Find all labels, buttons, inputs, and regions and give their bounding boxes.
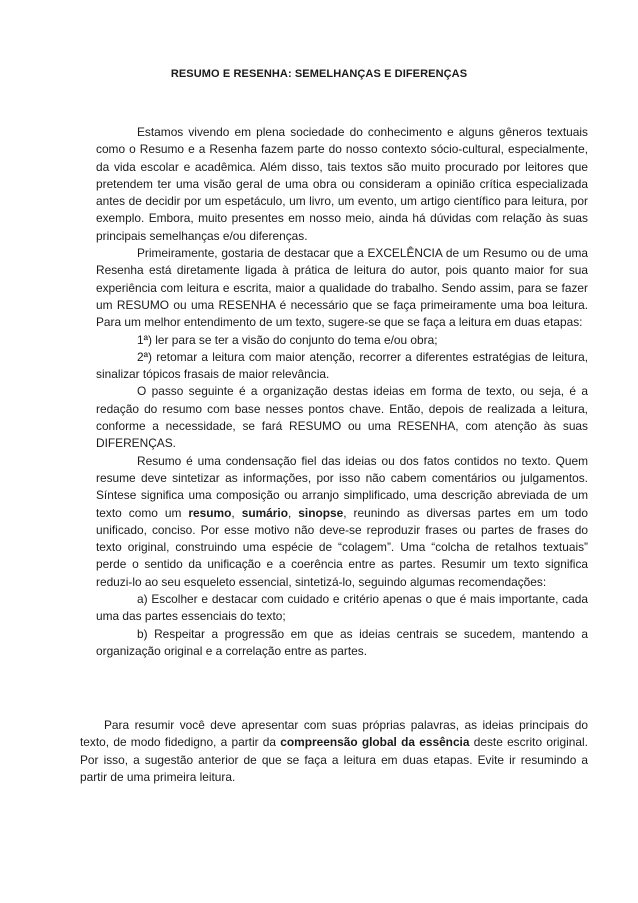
recommendation-a: a) Escolher e destacar com cuidado e critério apenas o que é mais importante, cada uma das partes essenciais do texto; bbox=[96, 592, 588, 624]
reading-step-1: 1ª) ler para se ter a visão do conjunto do tema e/ou obra; bbox=[137, 332, 438, 347]
reading-step-2: 2ª) retomar a leitura com maior atenção, recorrer a diferentes estratégias de leitura, sinalizar tópicos frasais de maior relevância. bbox=[96, 349, 588, 382]
resumo-text-1: Resumo é uma condensação fiel das ideias ou dos fatos contidos no texto. Quem resume deve sintetizar as informações, por isso não cabem comentários ou julgamentos. Síntese significa uma composição ou arranjo simplificado, uma descrição abreviada de um texto como um bbox=[96, 453, 588, 520]
paragraph-excellence: Primeiramente, gostaria de destacar que a EXCELÊNCIA de um Resumo ou de uma Resenha está diretamente ligada à prática de leitura do autor, pois quanto maior for sua experiência com leitura e escrita, maior a qualidade do trabalho. Sendo assim, para se fazer um RESUMO ou uma RESENHA é necessário que se faça primeiramente uma boa leitura. Para um melhor entendimento de um texto, sugere-se que se faça a leitura em duas etapas: bbox=[96, 246, 588, 330]
separator-1: , bbox=[231, 505, 242, 520]
paragraph-resumo-definition bbox=[96, 453, 588, 591]
bold-sinopse: sinopse bbox=[298, 505, 344, 520]
recommendation-b: b) Respeitar a progressão em que as ideias centrais se sucedem, mantendo a organização original e a correlação entre as partes. bbox=[96, 626, 588, 658]
bold-sumario: sumário bbox=[241, 505, 288, 520]
closing-text-2: deste escrito original. Por isso, a sugestão anterior de que se faça a leitura em duas etapas. Evite ir resumindo a partir de uma primeira leitura. bbox=[80, 735, 588, 784]
closing-text-1: Para resumir você deve apresentar com suas próprias palavras, as ideias principais do texto, de modo fidedigno, a partir da bbox=[80, 718, 588, 750]
bold-global-comprehension: compreensão global da essência bbox=[280, 735, 470, 750]
resumo-text-2: , reunindo as diversas partes em um todo unificado, conciso. Por esse motivo não deve-se reproduzir frases ou partes de frases do texto original, construindo uma espécie de “colagem”. Uma “colcha de retalhos textuais” perde o sentido da unificação e a coerência entre as partes. Resumir um texto significa reduzi-lo ao seu esqueleto essencial, sintetizá-lo, seguindo algumas recomendações: bbox=[96, 505, 588, 589]
document-title: RESUMO E RESENHA: SEMELHANÇAS E DIFERENÇAS bbox=[170, 68, 468, 80]
paragraph-next-step: O passo seguinte é a organização destas ideias em forma de texto, ou seja, é a redação do resumo com base nesses pontos chave. Então, depois de realizada a leitura, conforme a necessidade, se fará RESUMO ou uma RESENHA, com atenção às suas DIFERENÇAS. bbox=[96, 384, 588, 451]
separator-2: , bbox=[287, 505, 299, 520]
paragraph-closing bbox=[80, 717, 588, 786]
paragraph-intro: Estamos vivendo em plena sociedade do conhecimento e alguns gêneros textuais como o Resumo e a Resenha fazem parte do nosso contexto sócio-cultural, especialmente, da vida escolar e acadêmica. Além disso, tais textos são muito procurado por leitores que pretendem ter uma visão geral de uma obra ou consideram a opinião crítica especializada antes de decidir por um espetáculo, um livro, um evento, um artigo científico para leitura, por exemplo. Embora, muito presentes em nosso meio, ainda há dúvidas com relação às suas principais semelhanças e/ou diferenças. bbox=[96, 125, 588, 243]
document-body bbox=[96, 124, 588, 660]
bold-resumo: resumo bbox=[188, 505, 232, 520]
closing-section bbox=[80, 717, 588, 786]
